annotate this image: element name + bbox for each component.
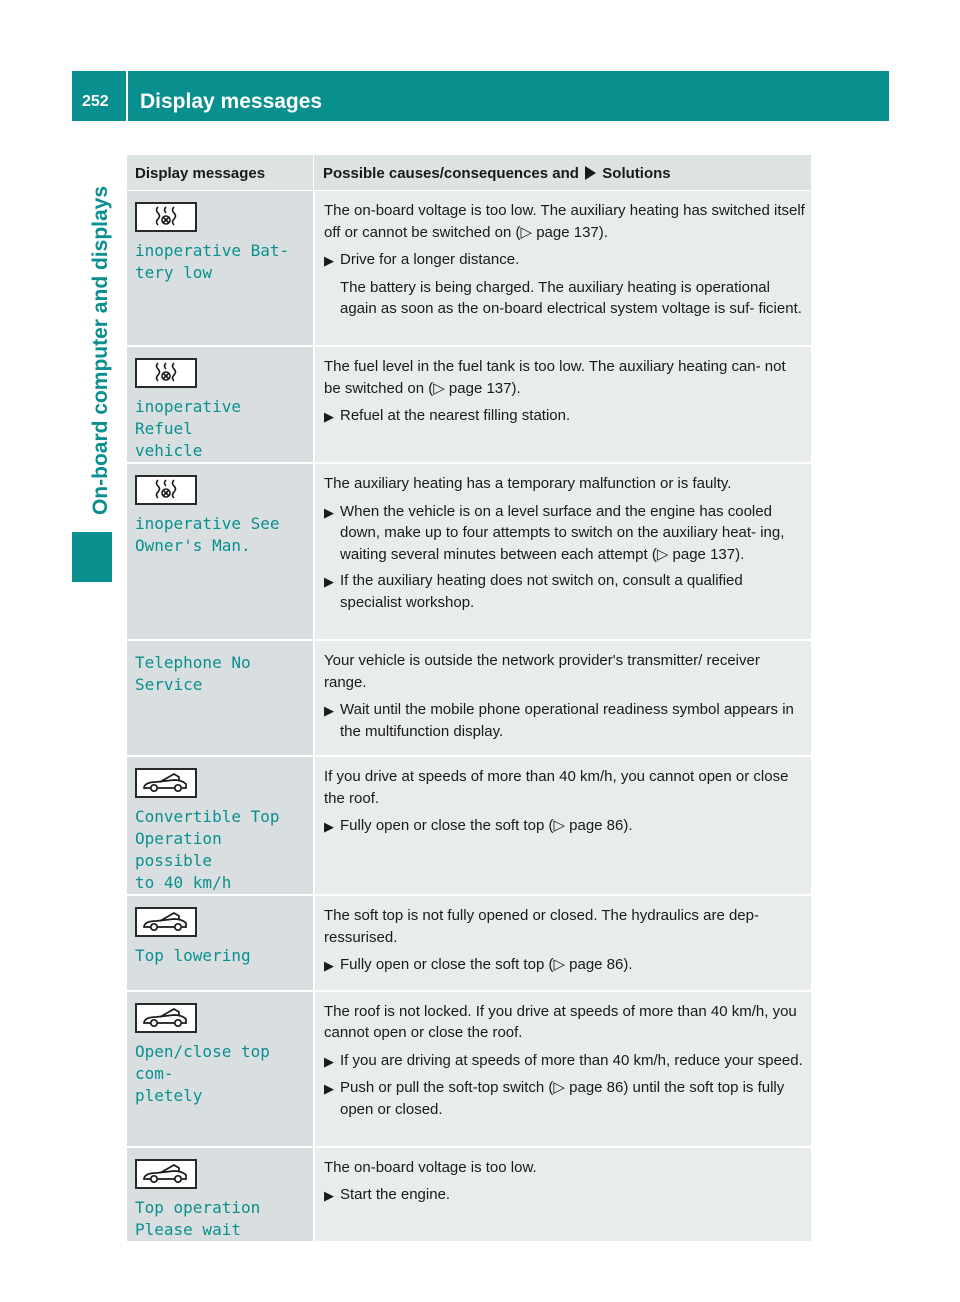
solution-step xyxy=(324,1077,805,1120)
message-cell xyxy=(127,464,313,639)
cause-text: If you drive at speeds of more than 40 km/h, you cannot open or close the roof. xyxy=(324,768,789,807)
solution-step xyxy=(324,1184,805,1207)
header-divider xyxy=(126,71,128,121)
message-cell xyxy=(127,992,313,1146)
solution-cell xyxy=(313,757,811,894)
action-arrow-icon xyxy=(585,166,596,180)
cause-text: The soft top is not fully opened or closed. The hydraulics are dep- ressurised. xyxy=(324,907,759,946)
solution-step-text: Drive for a longer distance. xyxy=(340,251,520,268)
action-arrow-icon: ▶ xyxy=(324,253,334,268)
table-body xyxy=(127,191,811,1243)
table-row xyxy=(127,464,811,641)
action-arrow-icon: ▶ xyxy=(324,1188,334,1203)
message-cell xyxy=(127,1148,313,1241)
message-cell xyxy=(127,191,313,345)
action-arrow-icon: ▶ xyxy=(324,958,334,973)
solution-step xyxy=(324,501,805,566)
cause-text: The on-board voltage is too low. xyxy=(324,1158,537,1176)
table-row xyxy=(127,347,811,464)
display-message-text: Convertible Top Operation possible to 40 km/h xyxy=(135,807,280,892)
convertible-top-icon xyxy=(135,907,197,937)
message-cell xyxy=(127,641,313,755)
display-messages-table xyxy=(127,155,811,1243)
column-header-solutions-text: Possible causes/consequences and xyxy=(323,165,579,182)
solution-cell xyxy=(313,641,811,755)
solution-step-text: If you are driving at speeds of more than 40 km/h, reduce your speed. xyxy=(340,1051,803,1069)
side-section-marker xyxy=(72,532,112,582)
display-message-text: Telephone No Service xyxy=(135,653,251,694)
solution-cell xyxy=(313,896,811,990)
side-section-label xyxy=(86,173,116,528)
display-message-text: inoperative Bat- tery low xyxy=(135,241,290,282)
solution-step xyxy=(324,277,805,320)
cause-text: The roof is not locked. If you drive at speeds of more than 40 km/h, you cannot open or close the roof. xyxy=(324,1002,797,1041)
display-message-text: inoperative Refuel vehicle xyxy=(135,397,241,460)
table-row xyxy=(127,1148,811,1243)
auxiliary-heating-icon xyxy=(135,475,197,505)
solution-step xyxy=(324,405,805,428)
solution-step-text: Fully open or close the soft top (▷ page 86). xyxy=(340,817,633,834)
action-arrow-icon: ▶ xyxy=(324,574,334,589)
action-arrow-icon: ▶ xyxy=(324,1053,334,1069)
message-cell xyxy=(127,347,313,462)
display-message-text: Top operation Please wait xyxy=(135,1197,261,1239)
action-arrow-icon: ▶ xyxy=(324,409,334,424)
page-number: 252 xyxy=(82,93,109,110)
solution-step-text: If the auxiliary heating does not switch on, consult a qualified specialist workshop. xyxy=(340,572,743,611)
solution-step-text: Push or pull the soft-top switch (▷ page 86) until the soft top is fully open or closed. xyxy=(340,1079,785,1118)
table-row xyxy=(127,641,811,757)
table-row xyxy=(127,896,811,992)
column-header-solutions-label: Solutions xyxy=(602,165,671,182)
solution-step xyxy=(324,1050,805,1073)
page-title: Display messages xyxy=(140,90,323,113)
convertible-top-icon xyxy=(135,768,197,798)
solution-cell xyxy=(313,464,811,639)
solution-cell xyxy=(313,992,811,1146)
message-cell xyxy=(127,757,313,894)
action-arrow-icon xyxy=(324,277,340,320)
action-arrow-icon: ▶ xyxy=(324,819,334,834)
auxiliary-heating-icon xyxy=(135,202,197,232)
display-message-text: inoperative See Owner's Man. xyxy=(135,514,280,555)
table-header xyxy=(127,155,811,191)
convertible-top-icon xyxy=(135,1003,197,1033)
cause-text: The auxiliary heating has a temporary malfunction or is faulty. xyxy=(324,475,732,492)
solution-cell xyxy=(313,347,811,462)
side-section-text: On-board computer and displays xyxy=(89,185,112,516)
solution-step xyxy=(324,699,805,742)
action-arrow-icon: ▶ xyxy=(324,504,334,520)
convertible-top-icon xyxy=(135,1159,197,1189)
solution-cell xyxy=(313,191,811,345)
solution-step-text: Wait until the mobile phone operational readiness symbol appears in the multifunction display. xyxy=(340,701,794,740)
cause-text: Your vehicle is outside the network provider's transmitter/ receiver range. xyxy=(324,652,760,691)
solution-step-text: Fully open or close the soft top (▷ page 86). xyxy=(340,956,633,973)
solution-step-text: The battery is being charged. The auxiliary heating is operational again as soon as the on-board electrical system voltage is suf- ficient. xyxy=(340,278,802,317)
column-header-solutions xyxy=(313,155,811,190)
solution-step-text: When the vehicle is on a level surface and the engine has cooled down, make up to four attempts to switch on the auxiliary heat- ing, waiting several minutes between each attempt (▷ page 137). xyxy=(340,502,785,563)
table-row xyxy=(127,992,811,1148)
solution-cell xyxy=(313,1148,811,1241)
action-arrow-icon: ▶ xyxy=(324,703,334,718)
solution-step xyxy=(324,954,805,977)
solution-step-text: Refuel at the nearest filling station. xyxy=(340,407,571,424)
table-row xyxy=(127,191,811,347)
solution-step xyxy=(324,815,805,838)
cause-text: The fuel level in the fuel tank is too low. The auxiliary heating can- not be switched on (▷ page 137). xyxy=(324,358,786,397)
message-cell xyxy=(127,896,313,990)
cause-text: The on-board voltage is too low. The auxiliary heating has switched itself off or cannot be switched on (▷ page 137). xyxy=(324,202,805,241)
solution-step xyxy=(324,570,805,613)
table-row xyxy=(127,757,811,896)
solution-step xyxy=(324,249,805,272)
action-arrow-icon: ▶ xyxy=(324,1081,334,1096)
solution-step-text: Start the engine. xyxy=(340,1186,451,1203)
auxiliary-heating-icon xyxy=(135,358,197,388)
display-message-text: Top lowering xyxy=(135,946,251,965)
display-message-text: Open/close top com- pletely xyxy=(135,1041,270,1105)
column-header-messages: Display messages xyxy=(135,165,266,182)
